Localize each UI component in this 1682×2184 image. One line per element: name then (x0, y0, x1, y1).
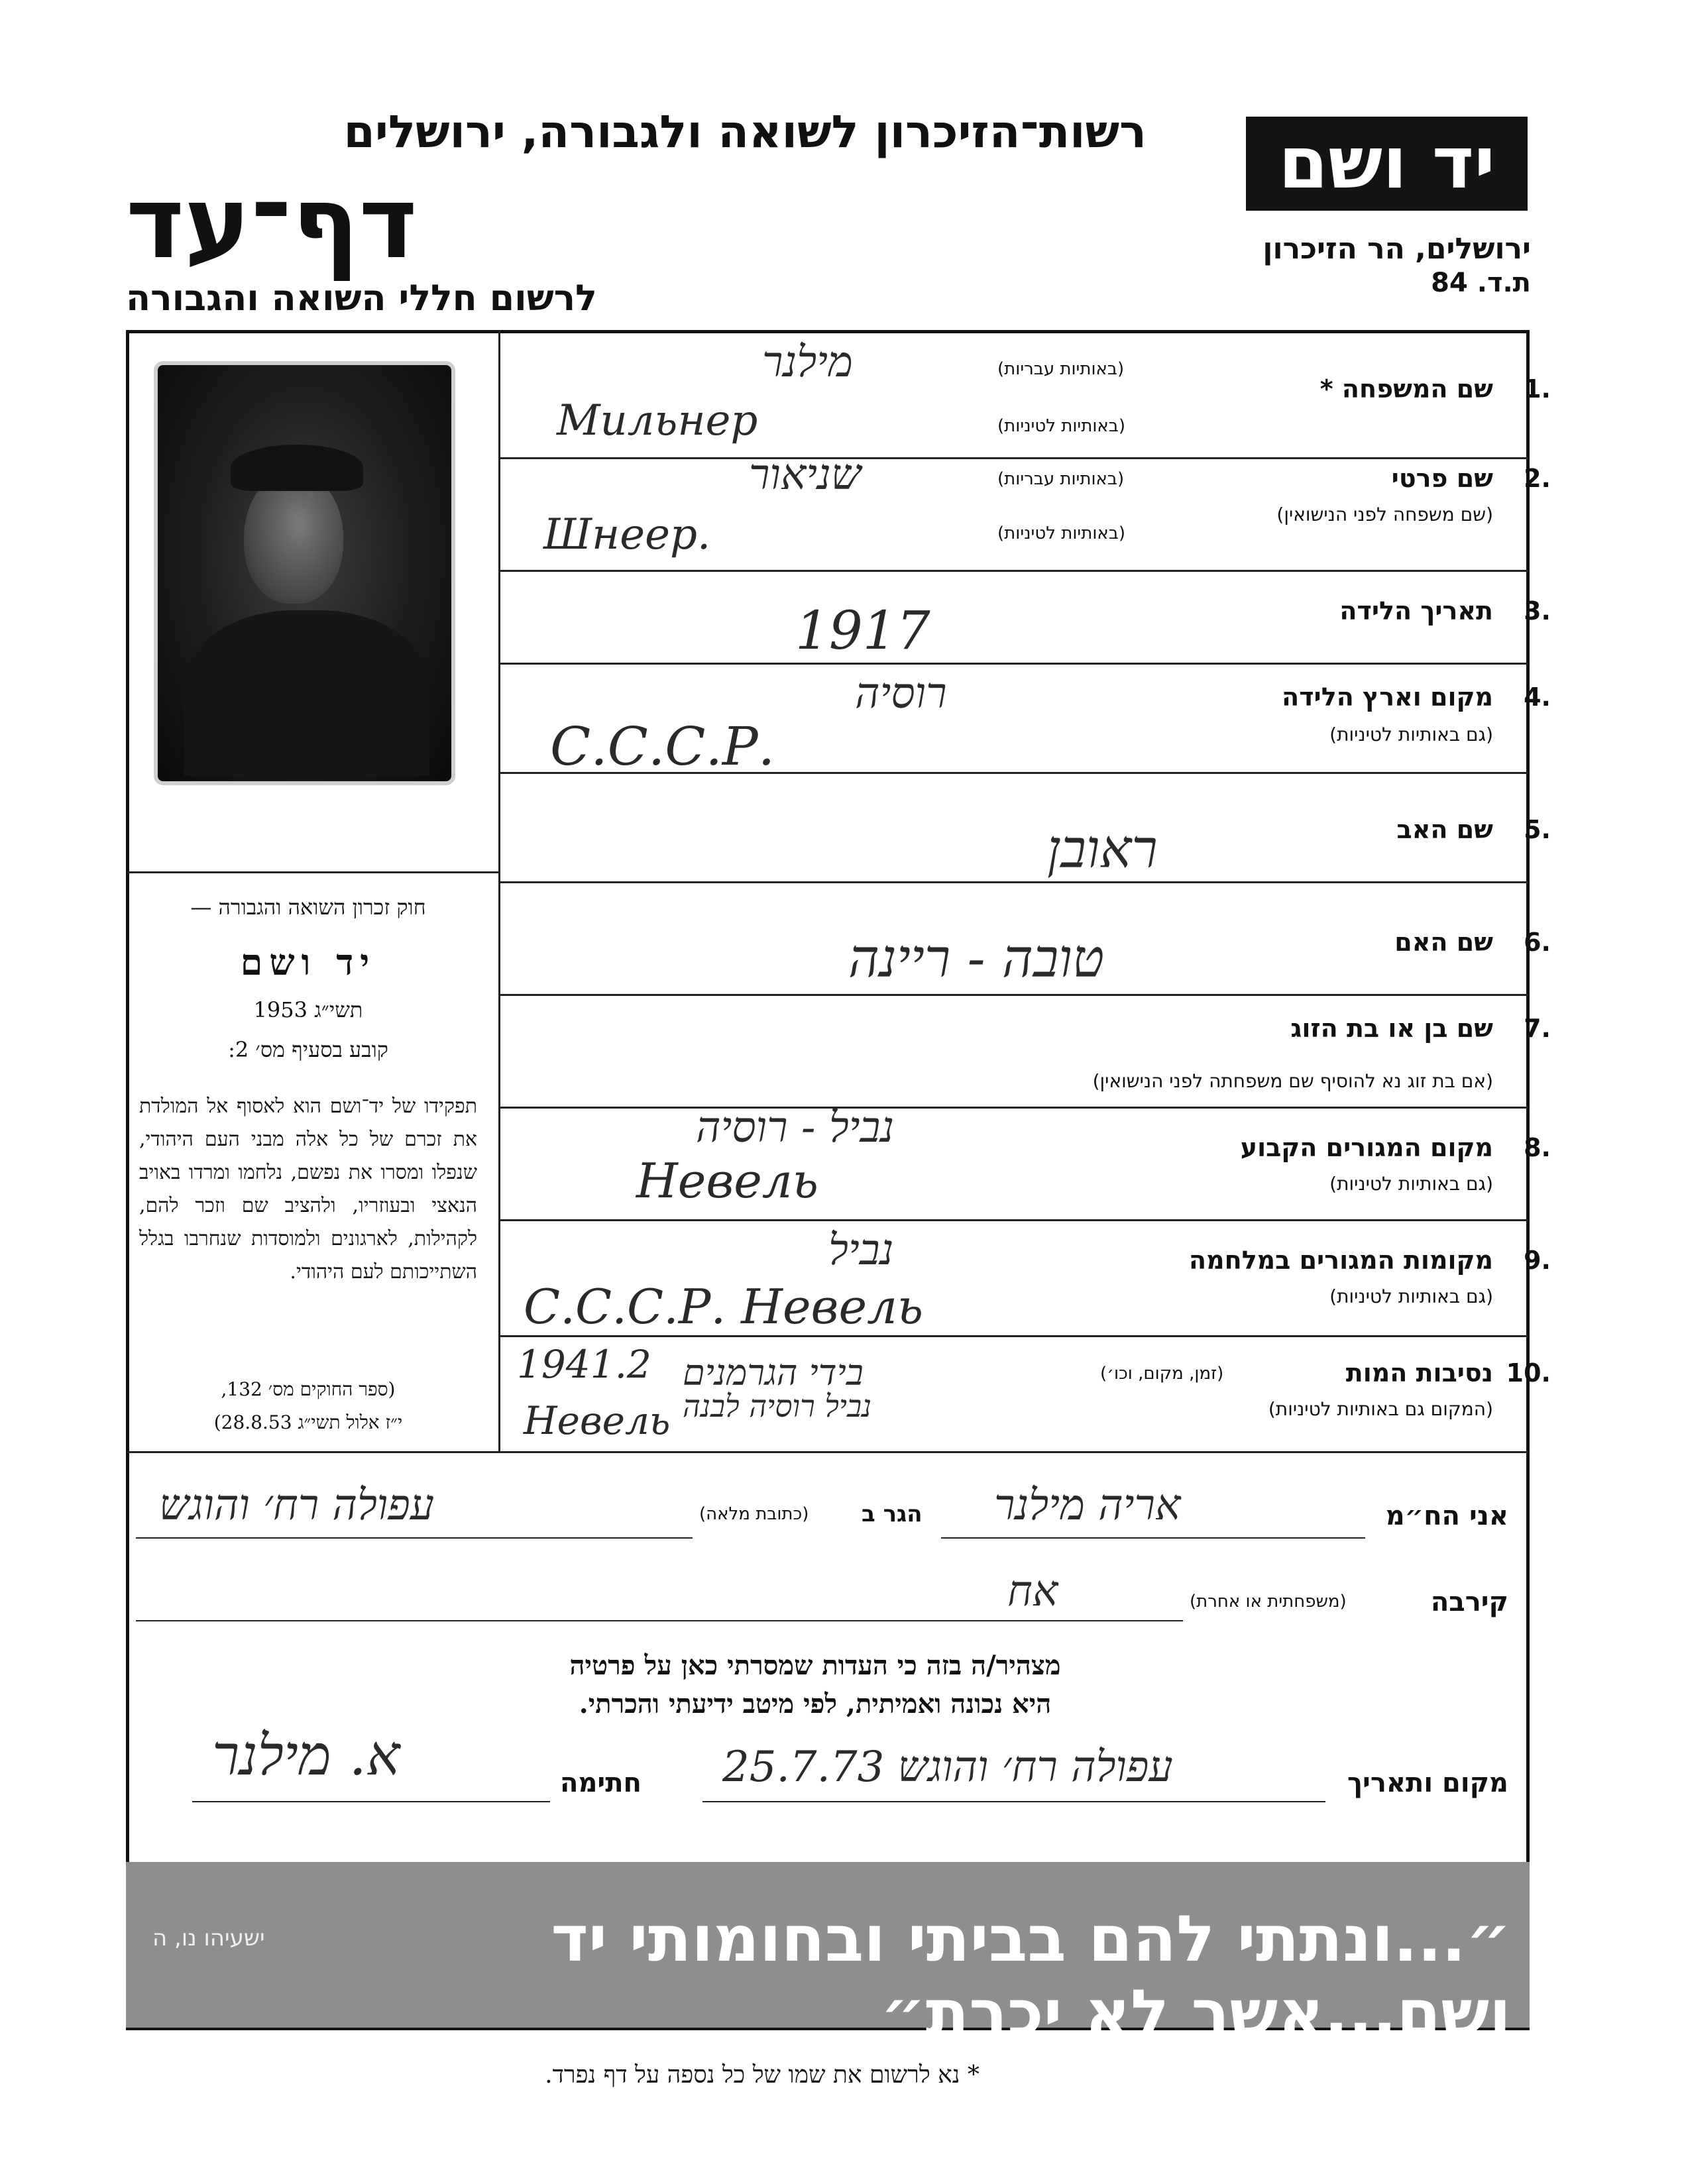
surname-latin-value: Мильнер (557, 396, 758, 445)
death-place-hebrew-value: נביל רוסיה לבנה (683, 1388, 872, 1424)
field-label-mother-name: שם האם (1394, 928, 1493, 957)
law-clause: קובע בסעיף מס׳ 2: (228, 1037, 388, 1062)
birth-place-hebrew-value: רוסיה (855, 669, 947, 718)
section-divider (127, 1451, 1528, 1453)
relation-line (136, 1620, 1183, 1621)
field-label-father-name: שם האב (1396, 815, 1493, 844)
death-date-value: 1941.2 (517, 1342, 651, 1387)
place-date-label: מקום ותאריך (1347, 1768, 1508, 1798)
declaration-statement: היא נכונה ואמיתית, לפי מיטב ידיעתי והכרתי. (579, 1688, 1052, 1720)
hint-hebrew: (באותיות עבריות) (997, 359, 1125, 379)
field-sublabel: (גם באותיות לטיניות) (1329, 1173, 1493, 1195)
field-label-surname: שם המשפחה * (1319, 374, 1493, 404)
signature-label: חתימה (560, 1768, 642, 1798)
field-number: 2. (1524, 464, 1551, 493)
field-number: 4. (1524, 682, 1551, 712)
hint-time-place: (זמן, מקום, וכו׳) (1100, 1364, 1224, 1384)
relation-hint: (משפחתית או אחרת) (1190, 1592, 1347, 1611)
law-date: י״ז אלול תשי״ג 28.8.53) (213, 1411, 403, 1433)
address-hint: (כתובת מלאה) (699, 1504, 809, 1524)
place-date-line (702, 1801, 1325, 1802)
field-number: 5. (1524, 815, 1551, 844)
mother-name-value: טובה - ריינה (848, 928, 1105, 989)
signature-value: א. מילנר (212, 1723, 400, 1788)
wartime-residence-latin-value: С.С.С.Р. Невель (524, 1279, 924, 1335)
row-divider (500, 457, 1528, 459)
address-line: ירושלים, הר הזיכרון (1262, 232, 1531, 266)
field-label-birth-place: מקום וארץ הלידה (1282, 682, 1493, 712)
hint-latin: (באותיות לטיניות) (997, 523, 1125, 543)
field-label-death-circumstances: נסיבות המות (1345, 1358, 1493, 1388)
column-divider (498, 330, 500, 1451)
declarant-name-value: אריה מילנר (994, 1481, 1181, 1530)
first-name-hebrew-value: שניאור (749, 451, 862, 500)
field-label-wartime-residence: מקומות המגורים במלחמה (1188, 1246, 1493, 1275)
surname-hebrew-value: מילנר (762, 338, 853, 387)
wartime-residence-hebrew-value: נביל (828, 1226, 894, 1275)
residence-hebrew-value: נביל - רוסיה (696, 1103, 895, 1152)
field-number: 1. (1524, 374, 1551, 404)
hint-hebrew: (באותיות עבריות) (997, 469, 1125, 489)
quote-source: ישעיהו נו, ה (152, 1925, 265, 1951)
row-divider (500, 663, 1528, 665)
field-sublabel: (אם בת זוג נא להוסיף שם משפחתה לפני הנישואין) (1092, 1070, 1493, 1092)
footnote: * נא לרשום את שמו של כל נספה על דף נפרד. (545, 2061, 980, 2089)
row-divider (500, 881, 1528, 883)
field-number: 6. (1524, 928, 1551, 957)
law-title: חוק זכרון השואה והגבורה — (190, 895, 426, 920)
residence-label: הגר ב (862, 1501, 923, 1527)
signature-line (192, 1801, 550, 1802)
field-number: 8. (1524, 1133, 1551, 1162)
field-label-residence: מקום המגורים הקבוע (1240, 1133, 1493, 1162)
field-label-birth-date: תאריך הלידה (1339, 596, 1493, 626)
law-reference: (ספר החוקים מס׳ 132, (221, 1378, 396, 1400)
row-divider (500, 1107, 1528, 1109)
residence-latin-value: Невель (636, 1153, 818, 1209)
law-yad-vashem: יד ושם (240, 941, 376, 983)
field-number: 3. (1524, 596, 1551, 626)
field-sublabel: (שם משפחה לפני הנישואין) (1276, 504, 1493, 525)
po-box: ת.ד. 84 (1431, 268, 1531, 298)
declarant-address-value: עפולה רח׳ והוגש (159, 1481, 435, 1530)
row-divider (500, 1335, 1528, 1337)
row-divider (500, 994, 1528, 996)
field-sublabel: (המקום גם באותיות לטיניות) (1268, 1398, 1493, 1420)
authority-name: רשות־הזיכרון לשואה ולגבורה, ירושלים (343, 106, 1147, 158)
death-circumstances-value: בידי הגרמנים (683, 1352, 864, 1393)
field-number: 9. (1524, 1246, 1551, 1275)
death-place-latin-value: Невель (524, 1398, 671, 1443)
field-number: 10. (1506, 1358, 1551, 1388)
law-year: תשי״ג 1953 (253, 997, 363, 1022)
hint-latin: (באותיות לטיניות) (997, 416, 1125, 436)
banner-quote: ״...ונתתי להם בביתי ובחומותי יד ושם...אשר לא יכרת״ (551, 1902, 1511, 2050)
row-divider (500, 570, 1528, 572)
law-text: תפקידו של יד־ושם הוא לאסוף אל המולדת את זכרם של כל אלה מבני העם היהודי, שנפלו ומסרו את נפשם, נלחמו ומרדו באויב הנאצי ובעוזריו, ולהציב שם וזכר להם, לקהילות, לארגונים ולמוסדות שנחרבו בגלל השתייכותם לעם היהודי. (139, 1095, 477, 1283)
field-sublabel: (גם באותיות לטיניות) (1329, 1285, 1493, 1307)
form-subtitle: לרשום חללי השואה והגבורה (126, 277, 597, 319)
field-label-first-name: שם פרטי (1391, 464, 1493, 493)
row-divider (500, 1219, 1528, 1221)
field-number: 7. (1524, 1014, 1551, 1043)
relation-value: אח (1007, 1567, 1058, 1616)
declaration-statement: מצהיר/ה בזה כי העדות שמסרתי כאן על פרטיה (569, 1650, 1061, 1681)
form-title: דף־עד (126, 166, 418, 281)
birth-date-value: 1917 (795, 600, 930, 661)
declarant-line (941, 1537, 1365, 1539)
field-sublabel: (גם באותיות לטיניות) (1329, 724, 1493, 745)
yad-vashem-logo: יד ושם (1246, 117, 1528, 211)
birth-place-latin-value: С.С.С.Р. (550, 716, 775, 777)
first-name-latin-value: Шнеер. (543, 510, 711, 559)
father-name-value: ראובן (1047, 818, 1158, 880)
field-label-spouse-name: שם בן או בת הזוג (1290, 1014, 1493, 1043)
photo-divider (127, 871, 500, 873)
address-line (136, 1537, 693, 1539)
relation-label: קירבה (1430, 1587, 1508, 1617)
place-date-value: עפולה רח׳ והוגש 25.7.73 (722, 1743, 1173, 1792)
portrait-photo (154, 361, 455, 785)
declarant-label: אני הח״מ (1385, 1501, 1508, 1531)
